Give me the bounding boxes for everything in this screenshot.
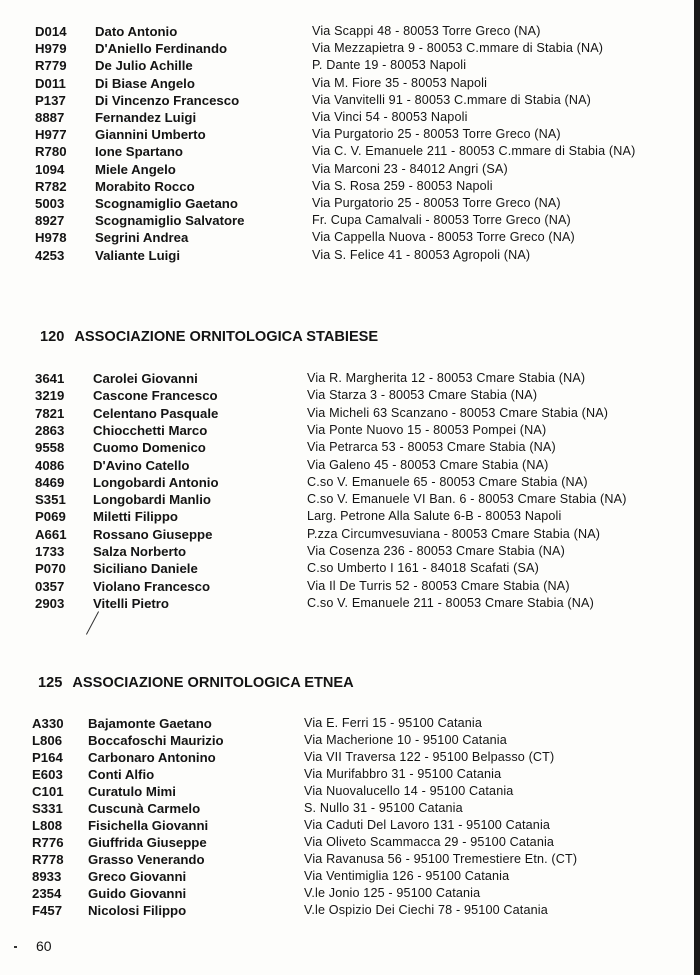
member-address: Via Caduti Del Lavoro 131 - 95100 Catania	[304, 818, 551, 832]
member-row	[0, 247, 700, 264]
member-row	[0, 851, 700, 868]
member-name: Miele Angelo	[95, 161, 176, 177]
member-row	[0, 75, 700, 92]
member-name: Cuscunà Carmelo	[88, 801, 201, 816]
member-code: R778	[32, 852, 64, 867]
member-name: Cuomo Domenico	[93, 440, 206, 456]
member-name: Nicolosi Filippo	[88, 903, 187, 918]
section-heading-125	[38, 675, 354, 691]
member-address: Fr. Cupa Camalvali - 80053 Torre Greco (NA)	[312, 213, 571, 228]
member-name: D'Aniello Ferdinando	[95, 41, 228, 57]
member-address: Via Purgatorio 25 - 80053 Torre Greco (NA)	[312, 127, 561, 142]
member-row	[0, 491, 700, 508]
member-name: Fernandez Luigi	[95, 110, 197, 125]
member-code: 0357	[35, 578, 65, 594]
member-address: P. Dante 19 - 80053 Napoli	[312, 58, 467, 73]
member-address: C.so V. Emanuele 65 - 80053 Cmare Stabia (NA)	[307, 474, 588, 489]
member-address: V.le Jonio 125 - 95100 Catania	[304, 886, 481, 900]
member-name: Violano Francesco	[93, 578, 211, 594]
section-number: 125	[38, 675, 63, 691]
member-address: Via R. Margherita 12 - 80053 Cmare Stabia (NA)	[307, 371, 586, 385]
member-address: Via Cosenza 236 - 80053 Cmare Stabia (NA)	[307, 544, 565, 558]
member-row	[0, 439, 700, 456]
member-code: 3219	[35, 388, 65, 404]
member-name: Siciliano Daniele	[93, 561, 198, 577]
member-code: P069	[35, 509, 66, 525]
member-name: Scognamiglio Gaetano	[95, 196, 238, 211]
member-row	[0, 40, 700, 57]
member-name: Scognamiglio Salvatore	[95, 213, 245, 229]
member-code: 2863	[35, 422, 65, 438]
member-name: Giuffrida Giuseppe	[88, 835, 207, 850]
member-address: Via Murifabbro 31 - 95100 Catania	[304, 767, 502, 781]
member-code: D011	[35, 75, 66, 91]
member-row	[0, 474, 700, 491]
member-code: 3641	[35, 371, 65, 386]
member-name: Curatulo Mimi	[88, 784, 176, 799]
member-address: S. Nullo 31 - 95100 Catania	[304, 801, 463, 815]
member-address: V.le Ospizio Dei Ciechi 78 - 95100 Catania	[304, 903, 548, 917]
member-row	[0, 749, 700, 766]
member-code: R782	[35, 178, 67, 194]
member-row	[0, 387, 700, 404]
member-row	[0, 109, 700, 126]
member-code: R776	[32, 835, 64, 850]
member-code: P137	[35, 92, 66, 108]
member-code: A330	[32, 716, 64, 731]
member-code: 4086	[35, 457, 65, 473]
member-address: C.so V. Emanuele VI Ban. 6 - 80053 Cmare Stabia (NA)	[307, 492, 627, 507]
scan-speck	[14, 946, 17, 948]
member-row	[0, 143, 700, 160]
member-name: Bajamonte Gaetano	[88, 716, 212, 731]
member-name: Di Vincenzo Francesco	[95, 92, 240, 108]
member-row	[0, 715, 700, 732]
member-row	[0, 902, 700, 919]
member-address: Via Petrarca 53 - 80053 Cmare Stabia (NA)	[307, 440, 556, 455]
member-address: Via VII Traversa 122 - 95100 Belpasso (CT)	[304, 750, 555, 764]
member-name: Longobardi Manlio	[93, 492, 211, 508]
member-name: De Julio Achille	[95, 58, 193, 74]
member-code: 9558	[35, 440, 65, 456]
member-row	[0, 817, 700, 834]
member-code: 1733	[35, 544, 65, 559]
member-code: 5003	[35, 196, 65, 211]
member-name: Valiante Luigi	[95, 247, 181, 263]
member-name: Guido Giovanni	[88, 886, 187, 901]
member-address: Via Nuovalucello 14 - 95100 Catania	[304, 784, 514, 798]
member-row	[0, 834, 700, 851]
member-row	[0, 526, 700, 543]
member-row	[0, 422, 700, 439]
member-address: Via Vinci 54 - 80053 Napoli	[312, 110, 468, 124]
member-code: 8887	[35, 110, 65, 125]
member-row	[0, 23, 700, 40]
member-name: Carbonaro Antonino	[88, 750, 216, 765]
member-code: P164	[32, 750, 63, 765]
member-code: 8927	[35, 213, 65, 229]
section-heading-120	[40, 329, 378, 345]
member-address: Via Purgatorio 25 - 80053 Torre Greco (NA)	[312, 196, 561, 210]
member-row	[0, 57, 700, 74]
member-address: Via Marconi 23 - 84012 Angri (SA)	[312, 161, 508, 176]
member-row	[0, 178, 700, 195]
member-row	[0, 766, 700, 783]
member-address: C.so V. Emanuele 211 - 80053 Cmare Stabia (NA)	[307, 595, 594, 610]
member-name: Vitelli Pietro	[93, 595, 169, 611]
member-address: Via S. Felice 41 - 80053 Agropoli (NA)	[312, 247, 531, 262]
member-name: Di Biase Angelo	[95, 75, 195, 91]
member-name: Giannini Umberto	[95, 127, 206, 143]
member-code: H977	[35, 127, 67, 143]
member-address: Via Ventimiglia 126 - 95100 Catania	[304, 869, 510, 883]
member-row	[0, 885, 700, 902]
member-address: Via Mezzapietra 9 - 80053 C.mmare di Stabia (NA)	[312, 41, 604, 56]
member-code: L806	[32, 733, 63, 748]
member-code: 2903	[35, 595, 65, 611]
section-title: ASSOCIAZIONE ORNITOLOGICA ETNEA	[72, 675, 354, 691]
member-row	[0, 405, 700, 422]
member-name: Cascone Francesco	[93, 388, 218, 404]
member-row	[0, 868, 700, 885]
member-row	[0, 195, 700, 212]
member-row	[0, 92, 700, 109]
member-row	[0, 457, 700, 474]
member-name: Greco Giovanni	[88, 869, 187, 884]
member-address: Via Micheli 63 Scanzano - 80053 Cmare Stabia (NA)	[307, 405, 609, 420]
member-name: Morabito Rocco	[95, 178, 195, 194]
member-name: Dato Antonio	[95, 24, 178, 39]
member-row	[0, 370, 700, 387]
member-address: Via Cappella Nuova - 80053 Torre Greco (NA)	[312, 230, 575, 245]
member-address: Via Galeno 45 - 80053 Cmare Stabia (NA)	[307, 457, 549, 472]
member-name: Carolei Giovanni	[93, 371, 198, 386]
member-address: Via Vanvitelli 91 - 80053 C.mmare di Stabia (NA)	[312, 92, 592, 107]
member-code: A661	[35, 526, 67, 542]
member-row	[0, 578, 700, 595]
member-code: 2354	[32, 886, 62, 901]
member-row	[0, 560, 700, 577]
member-row	[0, 508, 700, 525]
member-address: Via Scappi 48 - 80053 Torre Greco (NA)	[312, 24, 541, 38]
member-row	[0, 732, 700, 749]
member-address: Larg. Petrone Alla Salute 6-B - 80053 Napoli	[307, 509, 562, 524]
member-code: R780	[35, 144, 67, 160]
member-code: H978	[35, 230, 67, 246]
member-address: Via C. V. Emanuele 211 - 80053 C.mmare di Stabia (NA)	[312, 144, 636, 159]
member-name: Ione Spartano	[95, 144, 183, 160]
member-name: Grasso Venerando	[88, 852, 205, 867]
page-number: 60	[36, 938, 52, 954]
member-address: Via E. Ferri 15 - 95100 Catania	[304, 716, 483, 730]
member-row	[0, 595, 700, 612]
member-row	[0, 229, 700, 246]
member-address: C.so Umberto I 161 - 84018 Scafati (SA)	[307, 561, 539, 576]
member-name: Segrini Andrea	[95, 230, 189, 246]
member-name: Miletti Filippo	[93, 509, 178, 525]
member-address: Via Starza 3 - 80053 Cmare Stabia (NA)	[307, 388, 538, 403]
member-address: Via Il De Turris 52 - 80053 Cmare Stabia (NA)	[307, 578, 570, 593]
member-code: S351	[35, 492, 66, 508]
member-name: Salza Norberto	[93, 544, 187, 559]
member-code: 4253	[35, 247, 65, 263]
pen-mark	[86, 611, 99, 634]
member-address: Via Ravanusa 56 - 95100 Tremestiere Etn. (CT)	[304, 852, 578, 866]
member-code: S331	[32, 801, 63, 816]
member-code: F457	[32, 903, 63, 918]
member-name: Conti Alfio	[88, 767, 155, 782]
member-row	[0, 783, 700, 800]
member-name: Celentano Pasquale	[93, 405, 219, 421]
member-code: D014	[35, 24, 67, 39]
member-code: E603	[32, 767, 63, 782]
member-code: 1094	[35, 161, 65, 177]
member-code: C101	[32, 784, 64, 799]
section-title: ASSOCIAZIONE ORNITOLOGICA STABIESE	[74, 329, 379, 345]
member-name: Rossano Giuseppe	[93, 526, 213, 542]
member-name: D'Avino Catello	[93, 457, 190, 473]
member-address: Via M. Fiore 35 - 80053 Napoli	[312, 75, 488, 90]
member-row	[0, 126, 700, 143]
member-address: Via Macherione 10 - 95100 Catania	[304, 733, 507, 747]
member-code: 8933	[32, 869, 62, 884]
member-code: 7821	[35, 405, 65, 421]
member-address: P.zza Circumvesuviana - 80053 Cmare Stabia (NA)	[307, 526, 601, 541]
member-row	[0, 543, 700, 560]
member-name: Chiocchetti Marco	[93, 422, 208, 438]
member-address: Via Ponte Nuovo 15 - 80053 Pompei (NA)	[307, 422, 547, 437]
member-code: 8469	[35, 474, 65, 490]
member-row	[0, 161, 700, 178]
member-name: Fisichella Giovanni	[88, 818, 209, 833]
member-code: L808	[32, 818, 63, 833]
member-row	[0, 212, 700, 229]
member-code: H979	[35, 41, 67, 57]
member-code: R779	[35, 58, 67, 74]
section-number: 120	[40, 329, 65, 345]
member-address: Via S. Rosa 259 - 80053 Napoli	[312, 178, 493, 193]
member-code: P070	[35, 561, 66, 577]
member-address: Via Oliveto Scammacca 29 - 95100 Catania	[304, 835, 555, 849]
member-row	[0, 800, 700, 817]
member-name: Longobardi Antonio	[93, 474, 219, 490]
member-name: Boccafoschi Maurizio	[88, 733, 224, 748]
